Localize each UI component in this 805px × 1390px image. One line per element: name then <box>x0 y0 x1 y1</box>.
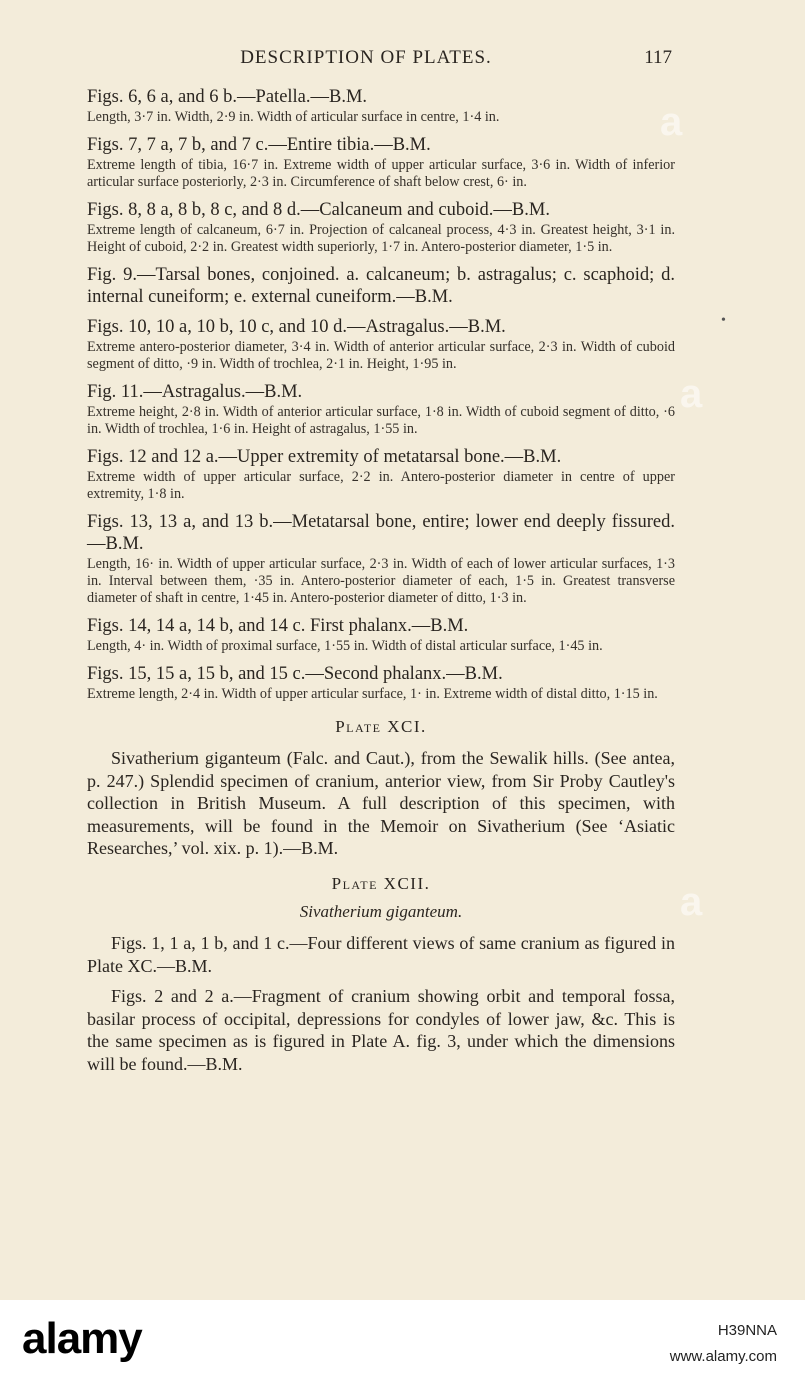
fig-heading: Figs. 12 and 12 a.—Upper extremity of metatarsal bone.—B.M. <box>87 447 562 467</box>
fig-measurements: Extreme width of upper articular surface, 2·2 in. Antero-posterior diameter in centre of upper extremity, 1·8 in. <box>87 469 675 502</box>
fig-entry <box>87 86 675 126</box>
image-id: H39NNA <box>717 1322 777 1339</box>
fig-entry <box>87 511 675 607</box>
watermark-logo: a <box>680 880 703 924</box>
plate-xci-title: Plate XCI. <box>335 717 427 736</box>
fig-measurements: Extreme length, 2·4 in. Width of upper articular surface, 1· in. Extreme width of distal ditto, 1·15 in. <box>87 686 658 702</box>
fig-heading: Figs. 10, 10 a, 10 b, 10 c, and 10 d.—Astragalus.—B.M. <box>87 317 506 337</box>
plate-xcii-subtitle: Sivatherium giganteum. <box>299 901 463 921</box>
fig-heading: Figs. 13, 13 a, and 13 b.—Metatarsal bone, entire; lower end deeply fissured.—B.M. <box>87 512 675 554</box>
fig-heading: Figs. 14, 14 a, 14 b, and 14 c. First phalanx.—B.M. <box>87 616 469 636</box>
plate-xcii-para: Figs. 1, 1 a, 1 b, and 1 c.—Four different views of same cranium as figured in Plate XC.—B.M. <box>87 932 675 976</box>
fig-entry <box>87 199 675 256</box>
fig-entry <box>87 446 675 503</box>
fig-entry <box>87 134 675 191</box>
margin-mark: • <box>721 313 726 328</box>
page-header <box>0 47 805 73</box>
fig-entry <box>87 615 675 655</box>
fig-measurements: Extreme antero-posterior diameter, 3·4 in. Width of anterior articular surface, 2·3 in. Width of cuboid segment of ditto, ·9 in. Width of trochlea, 2·1 in. Height, 1·95 in. <box>87 339 675 372</box>
fig-measurements: Extreme length of tibia, 16·7 in. Extreme width of upper articular surface, 3·6 in. Width of inferior articular surface posteriorly, 2·3 in. Circumference of shaft below crest, 6· in. <box>87 157 675 190</box>
fig-heading: Figs. 8, 8 a, 8 b, 8 c, and 8 d.—Calcaneum and cuboid.—B.M. <box>87 200 550 220</box>
running-title: DESCRIPTION OF PLATES. <box>240 47 492 68</box>
plate-xci-text: Sivatherium giganteum (Falc. and Caut.), from the Sewalik hills. (See antea, p. 247.) Splendid specimen of cranium, anterior view, from Sir Proby Cautley's collection in British Museum. A full description of this specimen, with measurements, will be found in the Memoir on Sivatherium (See ‘Asiatic Researches,’ vol. xix. p. 1).—B.M. <box>87 748 675 859</box>
fig-entry <box>87 381 675 438</box>
fig-heading: Figs. 15, 15 a, 15 b, and 15 c.—Second phalanx.—B.M. <box>87 664 503 684</box>
watermark-logo: a <box>680 372 703 416</box>
fig-heading: Figs. 7, 7 a, 7 b, and 7 c.—Entire tibia.—B.M. <box>87 135 431 155</box>
fig-heading: Figs. 6, 6 a, and 6 b.—Patella.—B.M. <box>87 87 368 107</box>
fig-measurements: Length, 16· in. Width of upper articular surface, 2·3 in. Width of each of lower articular surfaces, 1·3 in. Interval between them, ·35 in. Antero-posterior diameter of each, 1·5 in. Greatest transverse diameter of shaft in centre, 1·45 in. Antero-posterior diameter of ditto, 1·3 in. <box>87 556 675 606</box>
page-content <box>87 86 675 1084</box>
fig-entry <box>87 663 675 703</box>
fig-measurements: Length, 3·7 in. Width, 2·9 in. Width of articular surface in centre, 1·4 in. <box>87 109 500 125</box>
page-number: 117 <box>644 47 672 68</box>
fig-measurements: Length, 4· in. Width of proximal surface, 1·55 in. Width of distal articular surface, 1·45 in. <box>87 638 603 654</box>
plate-xcii-para: Figs. 2 and 2 a.—Fragment of cranium showing orbit and temporal fossa, basilar process of occipital, depressions for condyles of lower jaw, &c. This is the same specimen as is figured in Plate A. fig. 3, under which the dimensions will be found.—B.M. <box>87 986 675 1074</box>
plate-xcii-title: Plate XCII. <box>331 873 431 893</box>
fig-heading: Fig. 11.—Astragalus.—B.M. <box>87 382 303 402</box>
alamy-logo: alamy <box>22 1314 142 1363</box>
site-url: www.alamy.com <box>669 1348 777 1365</box>
fig-entry <box>87 316 675 373</box>
stock-footer <box>0 1300 805 1390</box>
fig-measurements: Extreme height, 2·8 in. Width of anterior articular surface, 1·8 in. Width of cuboid segment of ditto, ·6 in. Width of trochlea, 1·6 in. Height of astragalus, 1·55 in. <box>87 404 675 437</box>
fig-entry <box>87 264 675 308</box>
fig-heading: Fig. 9.—Tarsal bones, conjoined. a. calcaneum; b. astragalus; c. scaphoid; d. internal cuneiform; e. external cuneiform.—B.M. <box>87 265 675 307</box>
fig-measurements: Extreme length of calcaneum, 6·7 in. Projection of calcaneal process, 4·3 in. Greatest height, 3·1 in. Height of cuboid, 2·2 in. Greatest width superiorly, 1·7 in. Antero-posterior diameter, 1·5 in. <box>87 222 675 255</box>
watermark-logo: a <box>660 100 683 144</box>
